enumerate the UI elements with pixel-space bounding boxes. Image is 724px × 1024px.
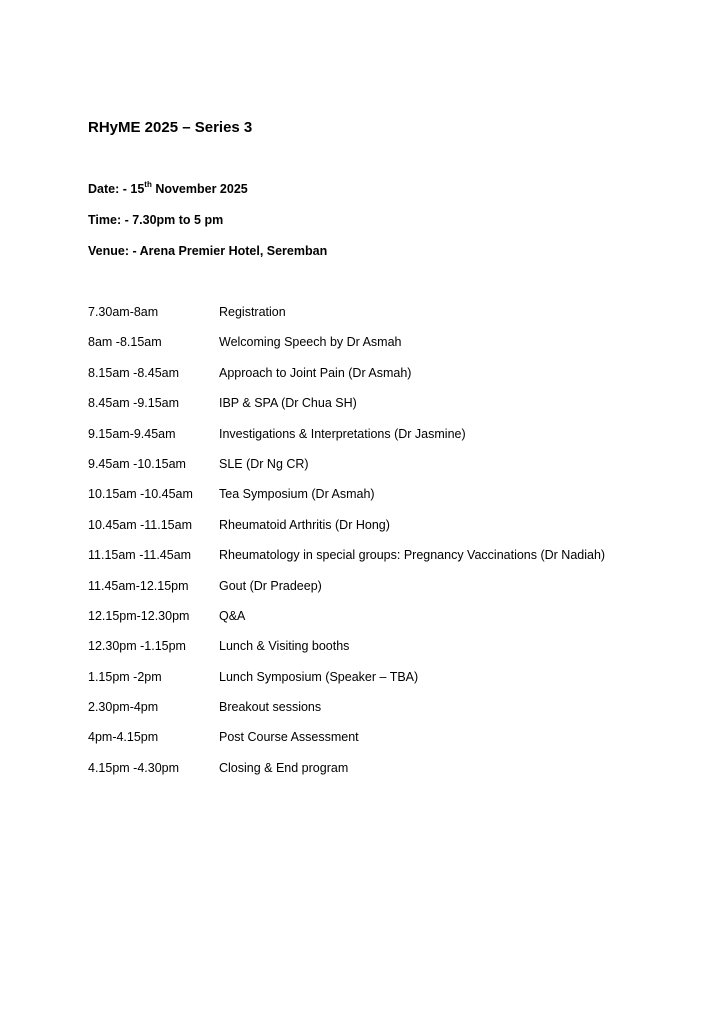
event-date-month-year: November 2025 — [151, 182, 248, 196]
schedule-activity: Lunch & Visiting booths — [219, 639, 350, 654]
schedule-row — [88, 457, 708, 487]
schedule-row — [88, 609, 708, 639]
event-date-label: Date: - — [88, 182, 131, 196]
schedule-activity: Lunch Symposium (Speaker – TBA) — [219, 669, 419, 684]
schedule-time: 12.30pm -1.15pm — [88, 639, 186, 654]
schedule-time: 1.15pm -2pm — [88, 669, 162, 684]
schedule-activity: Welcoming Speech by Dr Asmah — [219, 335, 402, 350]
schedule-activity: Closing & End program — [219, 760, 349, 775]
schedule-activity: Breakout sessions — [219, 700, 322, 715]
schedule-time: 10.45am -11.15am — [88, 517, 192, 532]
schedule-time: 12.15pm-12.30pm — [88, 608, 190, 623]
schedule-time: 10.15am -10.45am — [88, 487, 193, 502]
event-venue: Venue: - Arena Premier Hotel, Seremban — [88, 244, 328, 258]
schedule-time: 8.45am -9.15am — [88, 396, 180, 411]
schedule-activity: Approach to Joint Pain (Dr Asmah) — [219, 365, 412, 380]
schedule-activity: SLE (Dr Ng CR) — [219, 456, 309, 471]
schedule-time: 8am -8.15am — [88, 335, 162, 350]
schedule-row — [88, 487, 708, 517]
schedule-activity: Tea Symposium (Dr Asmah) — [219, 487, 375, 502]
schedule-row — [88, 639, 708, 669]
schedule-row — [88, 548, 708, 578]
schedule-activity: Post Course Assessment — [219, 730, 359, 745]
schedule-time: 2.30pm-4pm — [88, 700, 159, 715]
schedule-row — [88, 427, 708, 457]
schedule-row — [88, 366, 708, 396]
schedule-row — [88, 670, 708, 700]
schedule-row — [88, 335, 708, 365]
event-date-day: 15 — [130, 182, 145, 196]
schedule-row — [88, 518, 708, 548]
schedule-row — [88, 700, 708, 730]
schedule-activity: Rheumatoid Arthritis (Dr Hong) — [219, 517, 390, 532]
schedule-activity: IBP & SPA (Dr Chua SH) — [219, 396, 357, 411]
event-date-day-suffix: th — [144, 179, 152, 189]
schedule-time: 7.30am-8am — [88, 305, 159, 319]
schedule-time: 8.15am -8.45am — [88, 365, 180, 380]
page-title: RHyME 2025 – Series 3 — [88, 119, 253, 136]
schedule-activity: Gout (Dr Pradeep) — [219, 578, 322, 593]
schedule-time: 4pm-4.15pm — [88, 730, 159, 745]
schedule-row — [88, 761, 708, 791]
event-time: Time: - 7.30pm to 5 pm — [88, 213, 224, 227]
schedule-time: 4.15pm -4.30pm — [88, 760, 180, 775]
schedule-time: 11.45am-12.15pm — [88, 578, 189, 593]
schedule-activity: Q&A — [219, 608, 246, 623]
schedule-activity: Investigations & Interpretations (Dr Jasmine) — [219, 426, 466, 441]
schedule-row — [88, 730, 708, 760]
event-date — [88, 179, 248, 196]
schedule-row — [88, 305, 708, 335]
schedule-row — [88, 396, 708, 426]
schedule-time: 11.15am -11.45am — [88, 548, 192, 563]
schedule-activity: Registration — [219, 305, 286, 319]
schedule-row — [88, 579, 708, 609]
schedule-activity: Rheumatology in special groups: Pregnancy Vaccinations (Dr Nadiah) — [219, 548, 606, 563]
schedule-time: 9.15am-9.45am — [88, 426, 176, 441]
schedule-list — [88, 305, 708, 791]
schedule-time: 9.45am -10.15am — [88, 456, 186, 471]
